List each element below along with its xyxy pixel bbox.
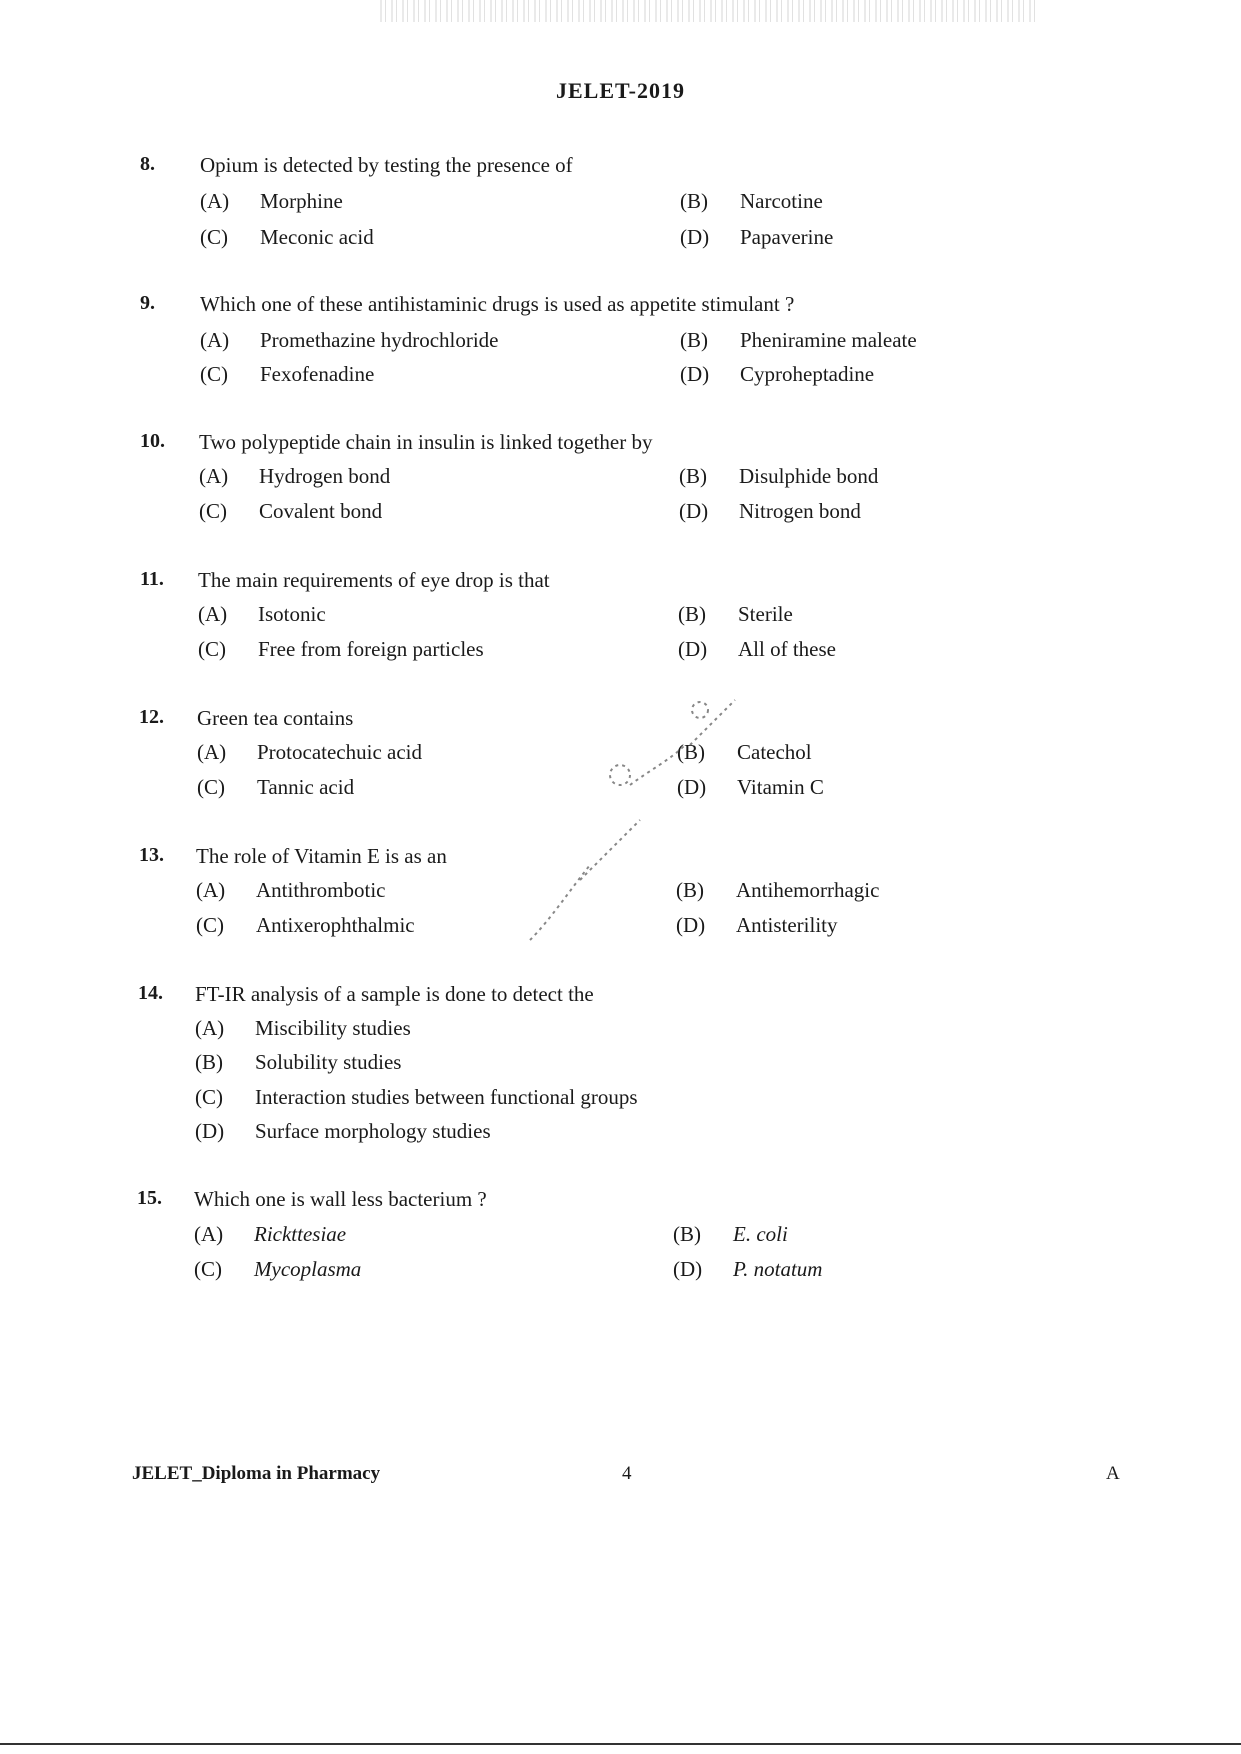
question-number: 13. [139, 844, 164, 866]
option-d: (D) P. notatum [673, 1257, 823, 1281]
option-c: (C) Mycoplasma [194, 1257, 362, 1281]
option-d: (D) Surface morphology studies [195, 1119, 491, 1143]
option-a: (A) Miscibility studies [195, 1016, 411, 1040]
option-c: (C) Tannic acid [197, 775, 355, 799]
option-b: (B) Disulphide bond [679, 464, 879, 488]
footer-course-label: JELET_Diploma in Pharmacy [132, 1463, 381, 1484]
option-d: (D) All of these [678, 637, 836, 661]
question-text: The main requirements of eye drop is that [198, 568, 550, 592]
option-c: (C) Covalent bond [199, 499, 383, 523]
option-a: (A) Antithrombotic [196, 878, 386, 902]
option-d: (D) Cyproheptadine [680, 362, 875, 386]
question-text: FT-IR analysis of a sample is done to detect the [195, 982, 594, 1006]
option-a: (A) Rickttesiae [194, 1222, 347, 1246]
option-c: (C) Fexofenadine [200, 362, 375, 386]
option-c: (C) Interaction studies between functional groups [195, 1085, 638, 1109]
option-b: (B) Pheniramine maleate [680, 328, 917, 352]
page-footer [0, 1463, 1241, 1493]
option-d: (D) Nitrogen bond [679, 499, 861, 523]
question-text: Which one of these antihistaminic drugs is used as appetite stimulant ? [200, 292, 795, 316]
bottom-rule [0, 1743, 1241, 1745]
question-text: Opium is detected by testing the presence of [200, 153, 573, 177]
option-b: (B) Antihemorrhagic [676, 878, 880, 902]
scan-noise [380, 0, 1040, 22]
question-number: 10. [140, 430, 165, 452]
option-d: (D) Antisterility [676, 913, 838, 937]
option-a: (A) Promethazine hydrochloride [200, 328, 499, 352]
question-number: 12. [139, 706, 164, 728]
option-b: (B) Narcotine [680, 189, 823, 213]
option-a: (A) Hydrogen bond [199, 464, 391, 488]
option-c: (C) Free from foreign particles [198, 637, 484, 661]
option-a: (A) Protocatechuic acid [197, 740, 423, 764]
option-a: (A) Isotonic [198, 602, 326, 626]
question-number: 8. [140, 153, 155, 175]
option-c: (C) Antixerophthalmic [196, 913, 415, 937]
question-number: 15. [137, 1187, 162, 1209]
page-number: 4 [622, 1463, 632, 1484]
stamp-watermark [520, 690, 780, 960]
question-number: 14. [138, 982, 163, 1004]
set-code: A [1106, 1463, 1120, 1484]
question-number: 9. [140, 292, 155, 314]
page-title: JELET-2019 [555, 78, 685, 103]
option-b: (B) Sterile [678, 602, 793, 626]
option-a: (A) Morphine [200, 189, 343, 213]
question-text: The role of Vitamin E is as an [196, 844, 447, 868]
option-b: (B) E. coli [673, 1222, 788, 1246]
option-b: (B) Solubility studies [195, 1050, 402, 1074]
option-c: (C) Meconic acid [200, 225, 374, 249]
option-b: (B) Catechol [677, 740, 812, 764]
question-text: Two polypeptide chain in insulin is linked together by [199, 430, 653, 454]
question-text: Which one is wall less bacterium ? [194, 1187, 487, 1211]
question-number: 11. [140, 568, 164, 590]
option-d: (D) Papaverine [680, 225, 834, 249]
question-text: Green tea contains [197, 706, 354, 730]
option-d: (D) Vitamin C [677, 775, 824, 799]
